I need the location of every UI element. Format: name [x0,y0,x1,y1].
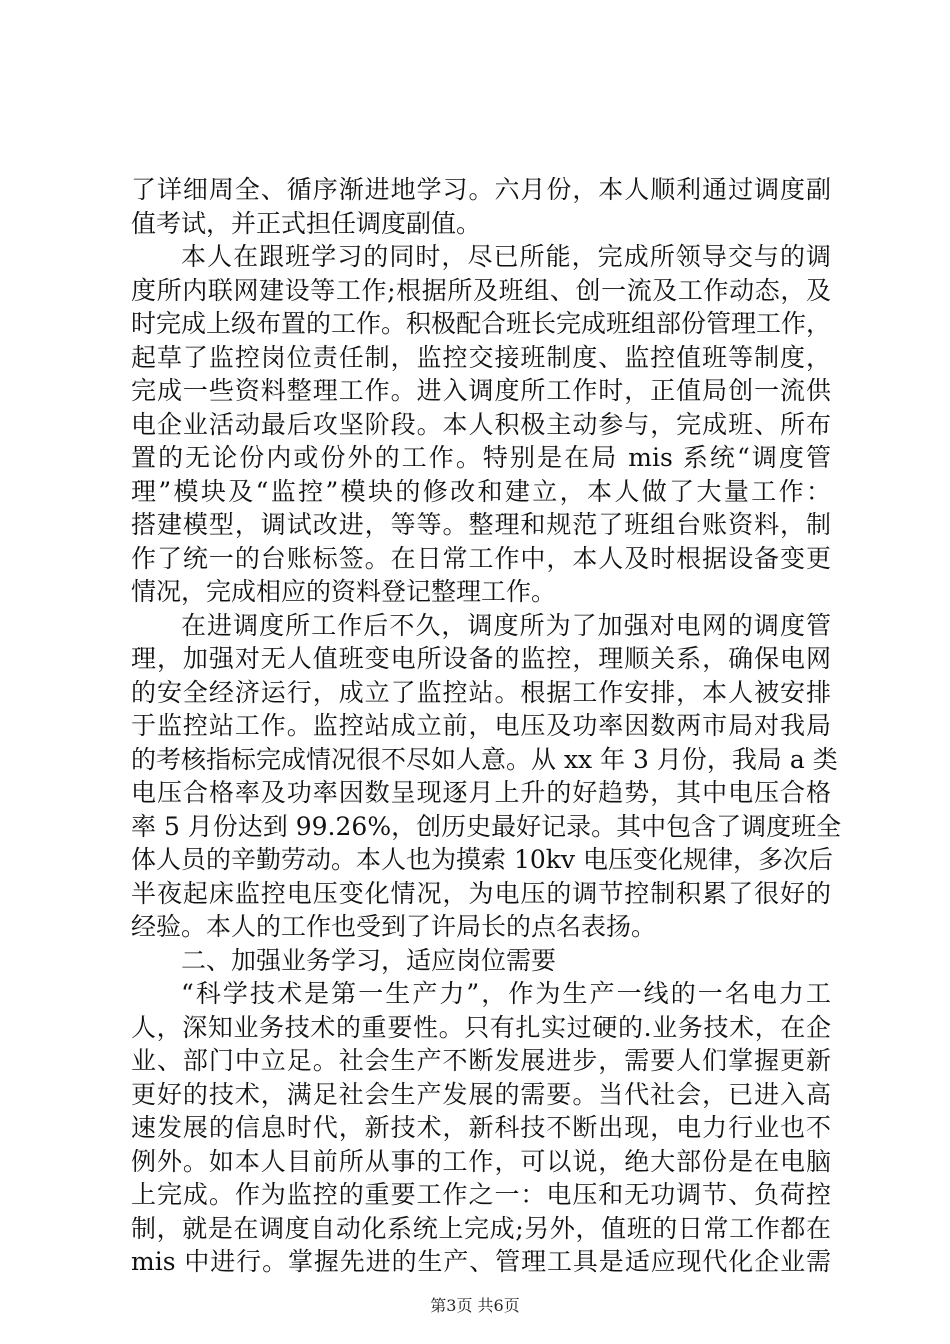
text-line: 速发展的信息时代，新技术，新科技不断出现，电力行业也不 [131,1113,831,1142]
section-heading: 二、加强业务学习，适应岗位需要 [181,946,557,975]
text-line: 度所内联网建设等工作;根据所及班组、创一流及工作动态，及 [131,276,831,305]
text-line: 理，加强对无人值班变电所设备的监控，理顺关系，确保电网 [131,644,831,673]
text-line: 率 5 月份达到 99.26%，创历史最好记录。其中包含了调度班全 [131,812,842,841]
text-line: 作了统一的台账标签。在日常工作中，本人及时根据设备变更 [131,544,831,573]
text-line: 搭建模型，调试改进，等等。整理和规范了班组台账资料，制 [131,510,831,539]
page-footer: 第3页 共6页 [430,1296,520,1315]
text-line: “科学技术是第一生产力”，作为生产一线的一名电力工 [181,979,831,1008]
text-line: mis 中进行。掌握先进的生产、管理工具是适应现代化企业需 [131,1247,831,1276]
text-line: 情况，完成相应的资料登记整理工作。 [131,577,557,606]
text-line: 更好的技术，满足社会生产发展的需要。当代社会，已进入高 [131,1080,831,1109]
text-line: 时完成上级布置的工作。积极配合班长完成班组部份管理工作， [131,309,832,338]
text-line: 完成一些资料整理工作。进入调度所工作时，正值局创一流供 [131,376,831,405]
text-line: 的安全经济运行，成立了监控站。根据工作安排，本人被安排 [131,678,831,707]
text-line: 例外。如本人目前所从事的工作，可以说，绝大部份是在电脑 [131,1147,831,1176]
text-line: 电企业活动最后攻坚阶段。本人积极主动参与，完成班、所布 [131,410,831,439]
text-line: 人，深知业务技术的重要性。只有扎实过硬的.业务技术，在企 [131,1013,831,1042]
text-line: 制，就是在调度自动化系统上完成;另外，值班的日常工作都在 [131,1214,831,1243]
text-line: 置的无论份内或份外的工作。特别是在局 mis 系统“调度管 [131,443,831,472]
text-line: 半夜起床监控电压变化情况，为电压的调节控制积累了很好的 [131,879,831,908]
text-line: 体人员的辛勤劳动。本人也为摸索 10kv 电压变化规律，多次后 [131,845,833,874]
text-line: 值考试，并正式担任调度副值。 [131,209,482,238]
text-line: 在进调度所工作后不久，调度所为了加强对电网的调度管 [181,611,831,640]
text-line: 起草了监控岗位责任制，监控交接班制度、监控值班等制度， [131,343,831,372]
text-line: 业、部门中立足。社会生产不断发展进步，需要人们掌握更新 [131,1046,831,1075]
text-line: 了详细周全、循序渐进地学习。六月份，本人顺利通过调度副 [131,175,831,204]
text-line: 本人在跟班学习的同时，尽已所能，完成所领导交与的调 [181,242,831,271]
text-line: 电压合格率及功率因数呈现逐月上升的好趋势，其中电压合格 [131,778,831,807]
text-line: 经验。本人的工作也受到了许局长的点名表扬。 [131,912,657,941]
text-line: 于监控站工作。监控站成立前，电压及功率因数两市局对我局 [131,711,831,740]
text-line: 的考核指标完成情况很不尽如人意。从 xx 年 3 月份，我局 a 类 [131,745,838,774]
text-line: 上完成。作为监控的重要工作之一：电压和无功调节、负荷控 [131,1180,831,1209]
text-line: 理”模块及“监控”模块的修改和建立，本人做了大量工作： [131,477,831,506]
